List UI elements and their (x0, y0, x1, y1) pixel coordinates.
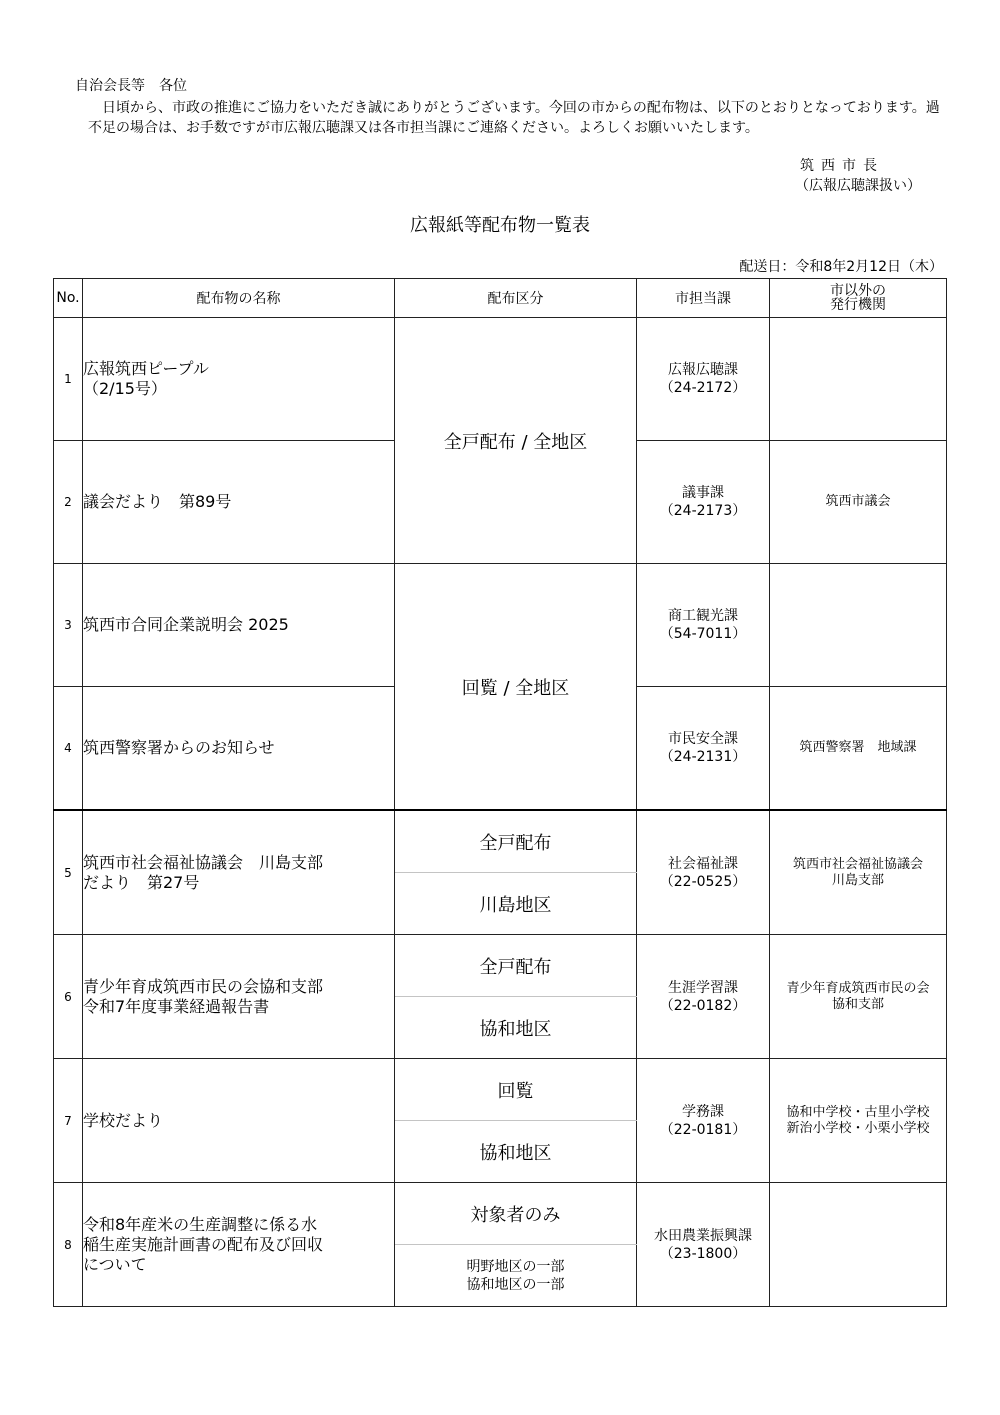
signature-dept: （広報広聴課扱い） (795, 178, 921, 194)
org-line: 筑西市社会福祉協議会 (792, 856, 923, 872)
tanto-tel: （22-0181） (659, 1121, 747, 1138)
row-kubun-top: 全戸配布 (395, 935, 637, 997)
row-name-line: 令和7年度事業経過報告書 (83, 996, 270, 1016)
row-name-line: （2/15号） (83, 379, 167, 398)
row-name: 筑西警察署からのお知らせ (83, 687, 395, 811)
org-line: 川島支部 (831, 872, 884, 888)
row-kubun: 回覧 / 全地区 (395, 564, 637, 811)
row-name (83, 810, 395, 935)
row-name-line: 広報筑西ピープル (83, 359, 209, 378)
tanto-dept: 学務課 (682, 1103, 724, 1120)
row-name (83, 318, 395, 441)
tanto-tel: （23-1800） (659, 1245, 747, 1262)
tanto-dept: 市民安全課 (668, 731, 738, 747)
tanto-tel: （22-0525） (659, 873, 747, 890)
row-tanto (637, 687, 770, 811)
tanto-dept: 社会福祉課 (668, 855, 738, 872)
signature-name: 筑西市長 (800, 158, 884, 174)
tanto-dept: 議事課 (682, 485, 724, 501)
kubun-line: 明野地区の一部 (466, 1258, 565, 1275)
kubun-line: 協和地区の一部 (466, 1276, 565, 1293)
letter-body: 日頃から、市政の推進にご協力をいただき誠にありがとうございます。今回の市からの配布物は、以下のとおりとなっております。過不足の場合は、お手数ですが市広報広聴課又は各市担当課にご連絡ください。よろしくお願いいたします。 (88, 100, 940, 136)
row-org: 筑西市議会 (770, 441, 947, 564)
row-kubun-bottom (395, 1245, 637, 1307)
row-no: 1 (54, 318, 83, 441)
row-no: 6 (54, 935, 83, 1059)
tanto-tel: （54-7011） (659, 626, 747, 642)
header-org-line1: 市以外の (830, 283, 886, 299)
row-kubun-bottom: 川島地区 (395, 873, 637, 935)
header-no: No. (54, 279, 83, 318)
row-name-line: 筑西市社会福祉協議会 川島支部 (83, 852, 324, 872)
row-name: 学校だより (83, 1059, 395, 1183)
row-tanto (637, 810, 770, 935)
tanto-tel: （22-0182） (659, 997, 747, 1014)
row-tanto (637, 564, 770, 687)
org-line: 協和支部 (831, 996, 884, 1012)
row-tanto (637, 1059, 770, 1183)
table-row (54, 1183, 947, 1245)
row-no: 3 (54, 564, 83, 687)
row-org (770, 935, 947, 1059)
row-no: 8 (54, 1183, 83, 1307)
row-name: 議会だより 第89号 (83, 441, 395, 564)
tanto-dept: 商工観光課 (668, 608, 738, 624)
tanto-dept: 広報広聴課 (668, 362, 738, 378)
row-org: 筑西警察署 地域課 (770, 687, 947, 811)
table-row (54, 564, 947, 687)
org-line: 協和中学校・古里小学校 (786, 1104, 930, 1120)
org-line: 新治小学校・小栗小学校 (786, 1120, 930, 1136)
row-tanto (637, 935, 770, 1059)
row-no: 4 (54, 687, 83, 811)
tanto-tel: （24-2173） (659, 503, 747, 519)
tanto-dept: 生涯学習課 (668, 979, 738, 996)
row-org (770, 1183, 947, 1307)
row-name-line: だより 第27号 (83, 872, 200, 892)
org-line: 青少年育成筑西市民の会 (786, 980, 930, 996)
row-name: 筑西市合同企業説明会 2025 (83, 564, 395, 687)
header-org (770, 279, 947, 318)
table-row (54, 318, 947, 441)
tanto-tel: （24-2172） (659, 380, 747, 396)
table-row (54, 810, 947, 873)
page-title: 広報紙等配布物一覧表 (410, 215, 590, 236)
tanto-dept: 水田農業振興課 (654, 1227, 752, 1244)
row-org (770, 318, 947, 441)
row-no: 5 (54, 810, 83, 935)
row-tanto (637, 441, 770, 564)
row-kubun-bottom: 協和地区 (395, 997, 637, 1059)
row-name-line: 令和8年産米の生産調整に係る水 (83, 1214, 318, 1234)
table-row (54, 935, 947, 997)
header-tanto: 市担当課 (637, 279, 770, 318)
row-no: 7 (54, 1059, 83, 1183)
row-kubun-top: 全戸配布 (395, 810, 637, 873)
row-kubun: 全戸配布 / 全地区 (395, 318, 637, 564)
row-name-line: について (83, 1254, 147, 1274)
row-name-line: 青少年育成筑西市民の会協和支部 (83, 976, 324, 996)
tanto-tel: （24-2131） (659, 749, 747, 765)
row-org (770, 1059, 947, 1183)
row-no: 2 (54, 441, 83, 564)
row-org (770, 564, 947, 687)
row-tanto (637, 1183, 770, 1307)
row-name-line: 稲生産実施計画書の配布及び回収 (83, 1234, 324, 1254)
distribution-table (53, 278, 947, 1307)
table-row (54, 1059, 947, 1121)
delivery-date: 配送日：令和8年2月12日（木） (739, 259, 943, 275)
header-kubun: 配布区分 (395, 279, 637, 318)
row-org (770, 810, 947, 935)
row-kubun-top: 対象者のみ (395, 1183, 637, 1245)
header-org-line2: 発行機関 (830, 297, 886, 313)
row-tanto (637, 318, 770, 441)
greeting: 自治会長等 各位 (75, 78, 187, 94)
row-kubun-top: 回覧 (395, 1059, 637, 1121)
header-name: 配布物の名称 (83, 279, 395, 318)
row-name (83, 935, 395, 1059)
row-name (83, 1183, 395, 1307)
table-header-row (54, 279, 947, 318)
row-kubun-bottom: 協和地区 (395, 1121, 637, 1183)
